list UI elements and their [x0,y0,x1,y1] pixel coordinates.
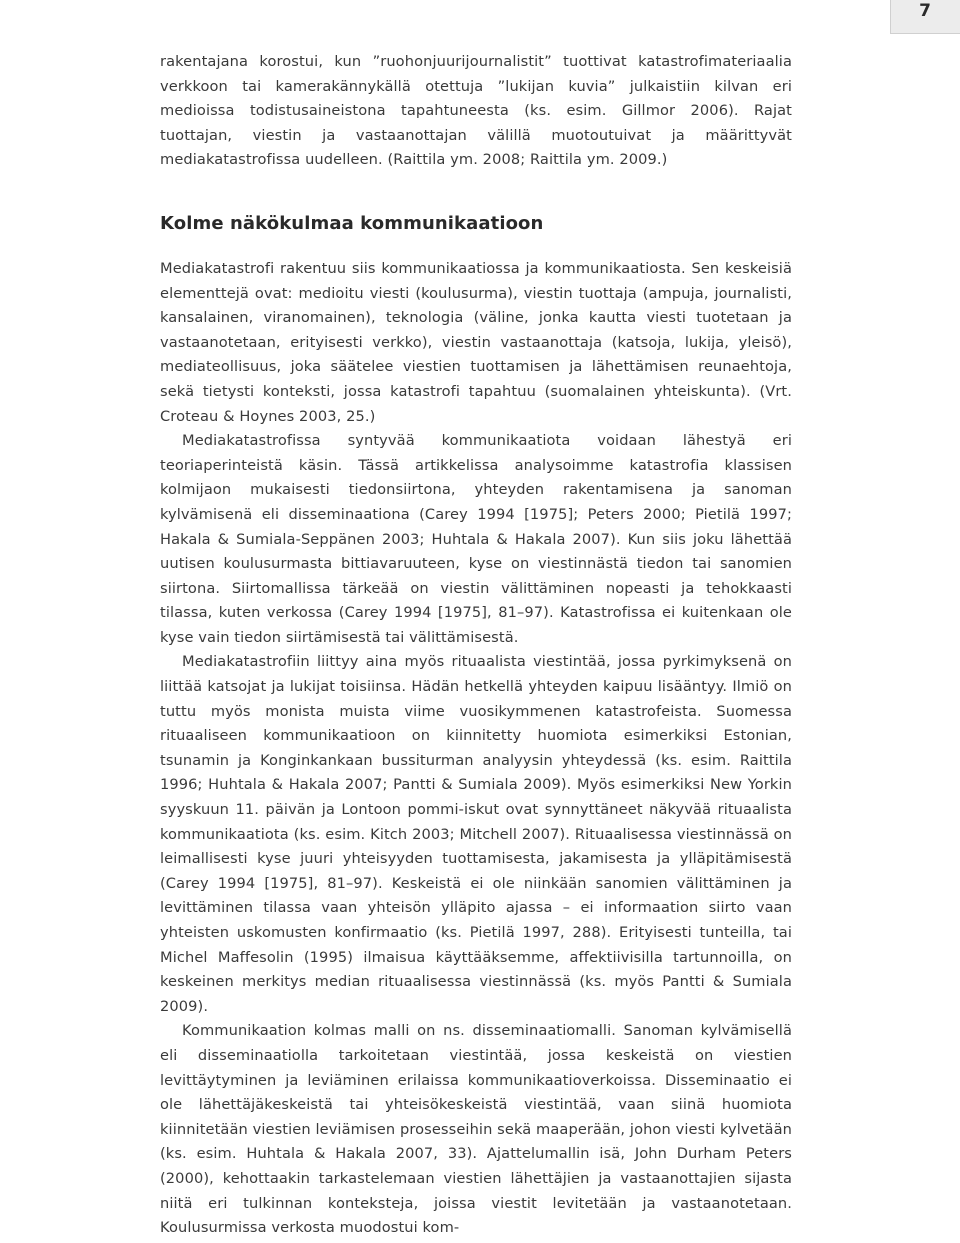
paragraph-4: Kommunikaation kolmas malli on ns. disseminaatiomalli. Sanoman kylvämisellä eli disseminaatiolla tarkoitetaan viestintää, jossa keskeistä on viestien levittäytyminen ja leviäminen erilaissa kommunikaatioverkoissa. Disseminaatio ei ole lähettäjäkeskeistä tai yhteisökeskeistä viestintää, vaan siinä huomiota kiinnitetään viestien leviämisen prosesseihin sekä maaperään, johon viesti kylvetään (ks. esim. Huhtala & Hakala 2007, 33). Ajattelumallin isä, John Durham Peters (2000), kehottaakin tarkastelemaan viestien lähettäjien ja vastaanottajien sijasta niitä eri tulkinnan konteksteja, joissa viestit levitetään ja vastaanotetaan. Koulusurmissa verkosta muodostui kom- [160,1022,792,1237]
paragraph-2: Mediakatastrofissa syntyvää kommunikaatiota voidaan lähestyä eri teoriaperinteistä käsin. Tässä artikkelissa analysoimme katastrofia klassisen kolmijaon mukaisesti tiedonsiirtona, yhteyden rakentamisena ja sanoman kylvämisenä eli disseminaationa (Carey 1994 [1975]; Peters 2000; Pietilä 1997; Hakala & Sumiala-Seppänen 2003; Huhtala & Hakala 2007). Kun siis joku lähettää uutisen koulusurmasta bittiavaruuteen, kyse on viestinnästä tiedon tai sanomien siirtona. Siirtomallissa tärkeää on viestin välittäminen nopeasti ja tehokkaasti tilassa, kuten verkossa (Carey 1994 [1975], 81–97). Katastrofissa ei kuitenkaan ole kyse vain tiedon siirtämisestä tai välittämisestä. [160,432,792,646]
paragraph-3: Mediakatastrofiin liittyy aina myös rituaalista viestintää, jossa pyrkimyksenä on liittää katsojat ja lukijat toisiinsa. Hädän hetkellä yhteyden kaipuu lisääntyy. Ilmiö on tuttu myös monista muista viime vuosikymmenen katastrofeista. Suomessa rituaaliseen kommunikaatioon on kiinnitetty huomiota esimerkiksi Estonian, tsunamin ja Konginkankaan bussiturman analyysin yhteydessä (ks. esim. Raittila 1996; Huhtala & Hakala 2007; Pantti & Sumiala 2009). Myös esimerkiksi New Yorkin syyskuun 11. päivän ja Lontoon pommi-iskut ovat synnyttäneet näkyvää rituaalista kommunikaatiota (ks. esim. Kitch 2003; Mitchell 2007). Rituaalisessa viestinnässä on leimallisesti kyse juuri yhteisyyden tuottamisesta, jakamisesta ja ylläpitämisestä (Carey 1994 [1975], 81–97). Keskeistä ei ole niinkään sanomien välittäminen ja levittäminen tilassa vaan yhteisön ylläpito ajassa – ei informaation siirto vaan yhteisten uskomusten konfirmaatio (ks. Pietilä 1997, 288). Erityisesti tunteilla, tai Michel Maffesolin (1995) ilmaisua käyttääksemme, affektiivisilla tartunnoilla, on keskeinen merkitys median rituaalisessa viestinnässä (ks. myös Pantti & Sumiala 2009). [160,653,792,1015]
paragraph-1: Mediakatastrofi rakentuu siis kommunikaatiossa ja kommunikaatiosta. Sen keskeisiä elementtejä ovat: medioitu viesti (koulusurma), viestin tuottaja (ampuja, journalisti, kansalainen, viranomainen), teknologia (väline, jonka kautta viesti tuotetaan ja vastaanotetaan, erityisesti verkko), viestin vastaanottaja (katsoja, lukija, yleisö), mediateollisuus, joka säätelee viestien tuottamisen ja lähettämisen reunaehtoja, sekä tietysti konteksti, jossa katastrofi tapahtuu (suomalainen yhteiskunta). (Vrt. Croteau & Hoynes 2003, 25.) [160,259,792,425]
article-body [160,50,792,1241]
intro-paragraph: rakentajana korostui, kun ”ruohonjuurijournalistit” tuottivat katastrofimateriaalia verkkoon tai kamerakännykällä otettuja ”lukijan kuvia” julkaistiin kilvan eri medioissa todistusaineistona tapahtuneesta (ks. esim. Gillmor 2006). Rajat tuottajan, viestin ja vastaanottajan välillä muotoutuivat ja määrittyvät mediakatastrofissa uudelleen. (Raittila ym. 2008; Raittila ym. 2009.) [160,53,792,169]
section-heading: Kolme näkökulmaa kommunikaatioon [160,212,544,234]
page-number: 7 [919,1,931,21]
page-number-tab [890,0,960,34]
